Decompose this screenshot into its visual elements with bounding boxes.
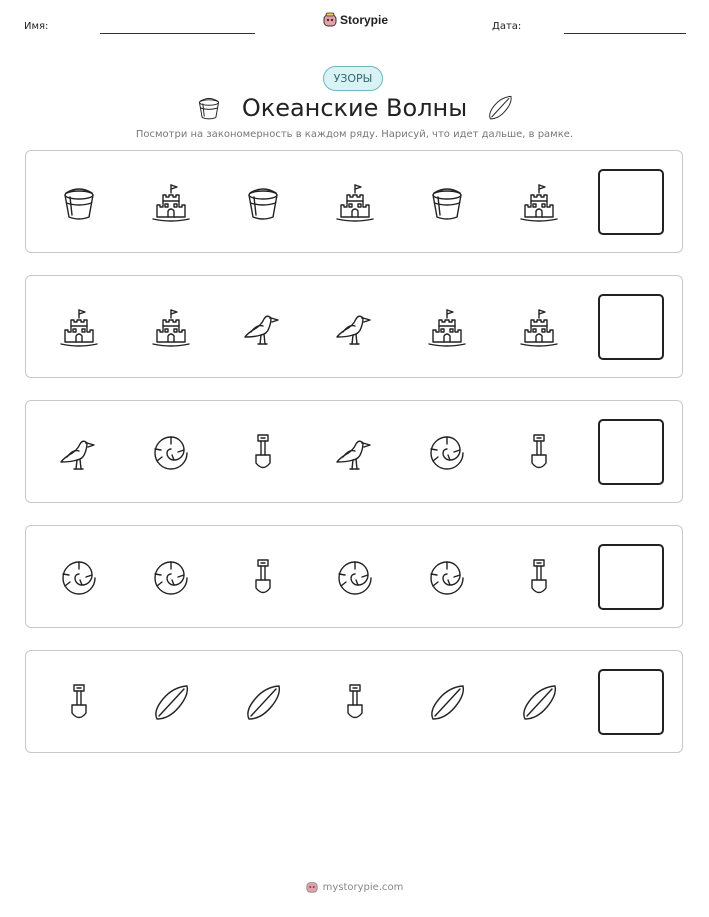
date-field[interactable] xyxy=(564,33,686,34)
storypie-mascot-icon xyxy=(323,12,337,28)
sandcastle-icon xyxy=(517,306,561,350)
instructions: Посмотри на закономерность в каждом ряду. Нарисуй, что идет дальше, в рамке. xyxy=(135,129,574,140)
sandcastle-icon xyxy=(149,181,193,225)
brand-logo xyxy=(323,12,388,28)
surfboard-icon xyxy=(517,681,561,725)
storypie-mascot-icon xyxy=(306,880,318,894)
surfboard-icon xyxy=(425,681,469,725)
surfboard-icon xyxy=(149,681,193,725)
pattern-row xyxy=(25,150,683,253)
seagull-icon xyxy=(333,306,377,350)
sandcastle-icon xyxy=(149,306,193,350)
footer-url: mystorypie.com xyxy=(322,881,404,893)
brand-name: Storypie xyxy=(340,13,389,27)
name-field[interactable] xyxy=(100,33,255,34)
answer-box[interactable] xyxy=(598,169,664,235)
shovel-icon xyxy=(517,556,561,600)
shell-icon xyxy=(149,431,193,475)
shell-icon xyxy=(425,431,469,475)
answer-box[interactable] xyxy=(598,419,664,485)
shell-icon xyxy=(149,556,193,600)
page-title: Океанские Волны xyxy=(241,94,468,122)
pattern-row xyxy=(25,275,683,378)
footer xyxy=(0,880,709,894)
bucket-icon xyxy=(241,181,285,225)
category-tag: УЗОРЫ xyxy=(323,66,383,91)
bucket-icon xyxy=(57,181,101,225)
shell-icon xyxy=(425,556,469,600)
sandcastle-icon xyxy=(517,181,561,225)
surfboard-icon xyxy=(485,93,515,123)
surfboard-icon xyxy=(241,681,285,725)
seagull-icon xyxy=(241,306,285,350)
bucket-icon xyxy=(194,93,224,123)
answer-box[interactable] xyxy=(598,294,664,360)
pattern-row xyxy=(25,525,683,628)
answer-box[interactable] xyxy=(598,544,664,610)
bucket-icon xyxy=(425,181,469,225)
pattern-row xyxy=(25,400,683,503)
seagull-icon xyxy=(333,431,377,475)
date-label: Дата: xyxy=(492,21,522,32)
answer-box[interactable] xyxy=(598,669,664,735)
sandcastle-icon xyxy=(425,306,469,350)
pattern-row xyxy=(25,650,683,753)
shovel-icon xyxy=(241,431,285,475)
shovel-icon xyxy=(517,431,561,475)
title-row xyxy=(0,90,709,126)
shovel-icon xyxy=(57,681,101,725)
shell-icon xyxy=(57,556,101,600)
shovel-icon xyxy=(333,681,377,725)
name-label: Имя: xyxy=(24,21,49,32)
seagull-icon xyxy=(57,431,101,475)
sandcastle-icon xyxy=(57,306,101,350)
shell-icon xyxy=(333,556,377,600)
sandcastle-icon xyxy=(333,181,377,225)
shovel-icon xyxy=(241,556,285,600)
